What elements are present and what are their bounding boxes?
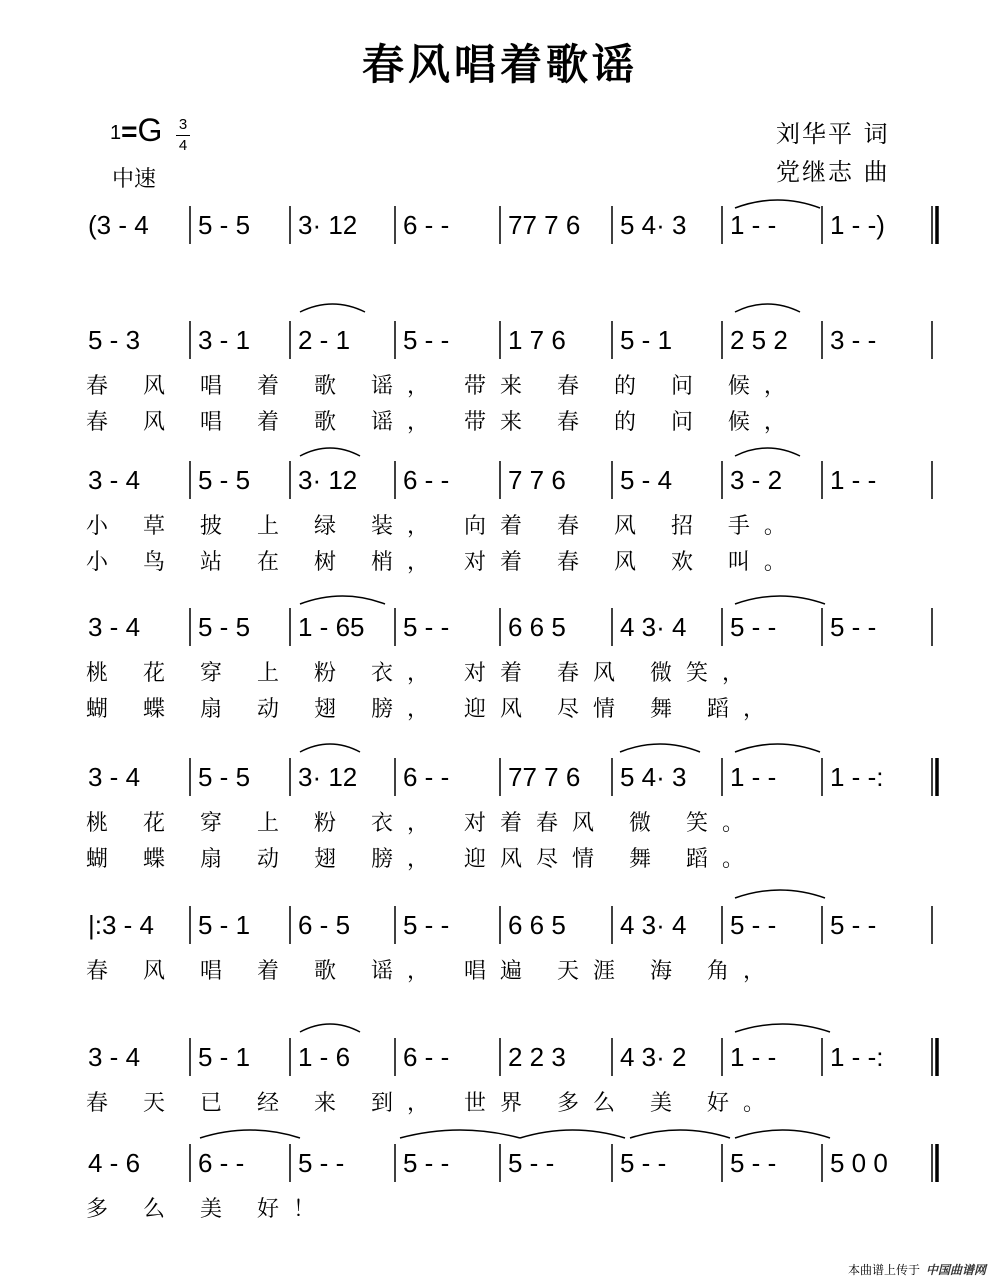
slur-arc [620,744,700,752]
measure-notes: 5 - - [730,1148,777,1178]
measure-notes: 1 - -: [830,762,884,792]
measure-notes: 3 - 2 [730,465,783,495]
measure-notes: 5 - 5 [198,762,251,792]
lyric-line: 多 么 美 好！ [86,1197,329,1222]
lyric-line: 桃 花 穿 上 粉 衣， 对着春风 微 笑。 [86,811,758,836]
key-one: 1 [110,122,122,144]
measure-notes: 77 7 6 [508,762,581,792]
footer [848,1261,986,1278]
measure-notes: 5 - - [830,612,877,642]
lyric-line: 桃 花 穿 上 粉 衣， 对着 春风 微笑， [86,661,758,686]
measure-notes: 5 - - [730,910,777,940]
lyric-line: 蝴 蝶 扇 动 翅 膀， 迎风尽情 舞 蹈。 [86,847,758,872]
measure-notes: 5 - - [403,612,450,642]
lyric-line: 小 鸟 站 在 树 梢， 对着 春 风 欢 叫。 [86,550,800,575]
measure-notes: 3 - 1 [198,325,251,355]
measure-notes: 3 - 4 [88,1042,141,1072]
slur-arc [735,200,820,208]
footer-site-logo: 中国曲谱网 [925,1263,986,1277]
measure-notes: 4 3· 2 [620,1042,687,1072]
measure-notes: 1 7 6 [508,325,566,355]
measure-notes: 6 - 5 [298,910,351,940]
key-equals: = [121,116,138,147]
measure-notes: 1 - -: [830,1042,884,1072]
measure-notes: 5 - 3 [88,325,141,355]
measure-notes: 3 - 4 [88,762,141,792]
tempo-marking: 中速 [112,167,157,192]
time-top: 3 [178,116,188,133]
lyric-line: 春 风 唱 着 歌 谣， 唱遍 天涯 海 角， [86,959,779,984]
measure-notes: 1 - - [730,1042,777,1072]
key-letter: G [137,112,163,148]
lyric-line: 小 草 披 上 绿 装， 向着 春 风 招 手。 [86,514,800,539]
measure-notes: 3 - 4 [88,465,141,495]
measure-notes: 6 - - [403,210,450,240]
measure-notes: 3· 12 [298,762,358,792]
measure-notes: 2 2 3 [508,1042,566,1072]
measure-notes: 5 - - [403,910,450,940]
measure-notes: (3 - 4 [88,210,149,240]
measure-notes: 5 - 5 [198,210,251,240]
slur-arc [520,1130,625,1138]
slur-arc [735,1024,830,1032]
measure-notes: 1 - -) [830,210,885,240]
measure-notes: 6 - - [198,1148,245,1178]
lyric-line: 蝴 蝶 扇 动 翅 膀， 迎风 尽情 舞 蹈， [86,697,779,722]
slur-arc [300,744,360,752]
measure-notes: 6 6 5 [508,910,566,940]
measure-notes: 5 - - [730,612,777,642]
slur-arc [630,1130,730,1138]
slur-arc [400,1130,520,1138]
measure-notes: 1 - - [730,210,777,240]
measure-notes: 3 - - [830,325,877,355]
measure-notes: 1 - - [730,762,777,792]
measure-notes: 1 - 6 [298,1042,351,1072]
measure-notes: 5 - 1 [620,325,673,355]
slur-arc [300,448,360,456]
slur-arc [735,304,800,312]
measure-notes: 4 3· 4 [620,910,687,940]
measure-notes: |:3 - 4 [88,910,155,940]
measure-notes: 5 - - [403,325,450,355]
slur-arc [735,890,825,898]
lyric-line: 春 风 唱 着 歌 谣， 带来 春 的 问 候， [86,374,800,399]
measure-notes: 3· 12 [298,210,358,240]
measure-notes: 6 6 5 [508,612,566,642]
measure-notes: 6 - - [403,465,450,495]
lyric-line: 春 风 唱 着 歌 谣， 带来 春 的 问 候， [86,410,800,435]
measure-notes: 5 - 1 [198,1042,251,1072]
measure-notes: 77 7 6 [508,210,581,240]
slur-arc [735,448,800,456]
measure-notes: 5 - 4 [620,465,673,495]
measure-notes: 5 - - [830,910,877,940]
slur-arc [300,1024,360,1032]
measure-notes: 3· 12 [298,465,358,495]
slur-arc [300,596,385,604]
measure-notes: 2 - 1 [298,325,351,355]
measure-notes: 2 5 2 [730,325,788,355]
measure-notes: 6 - - [403,762,450,792]
slur-arc [735,596,825,604]
time-bottom: 4 [178,137,188,154]
measure-notes: 5 4· 3 [620,210,687,240]
lyric-line: 春 天 已 经 来 到， 世界 多么 美 好。 [86,1091,779,1116]
measure-notes: 4 3· 4 [620,612,687,642]
measure-notes: 7 7 6 [508,465,566,495]
slur-arc [735,1130,830,1138]
composer-credit: 党继志 曲 [776,158,890,186]
measure-notes: 5 - - [508,1148,555,1178]
slur-arc [300,304,365,312]
slur-arc [200,1130,300,1138]
lyricist-credit: 刘华平 词 [776,120,890,148]
measure-notes: 4 - 6 [88,1148,141,1178]
measure-notes: 1 - - [830,465,877,495]
measure-notes: 6 - - [403,1042,450,1072]
measure-notes: 5 0 0 [830,1148,888,1178]
measure-notes: 5 - - [620,1148,667,1178]
footer-text: 本曲谱上传于 [847,1263,920,1277]
measure-notes: 5 - 5 [198,465,251,495]
measure-notes: 5 4· 3 [620,762,687,792]
measure-notes: 3 - 4 [88,612,141,642]
measure-notes: 1 - 65 [298,612,365,642]
measure-notes: 5 - - [298,1148,345,1178]
slur-arc [735,744,820,752]
measure-notes: 5 - - [403,1148,450,1178]
measure-notes: 5 - 1 [198,910,251,940]
measure-notes: 5 - 5 [198,612,251,642]
page-title: 春风唱着歌谣 [361,40,638,89]
